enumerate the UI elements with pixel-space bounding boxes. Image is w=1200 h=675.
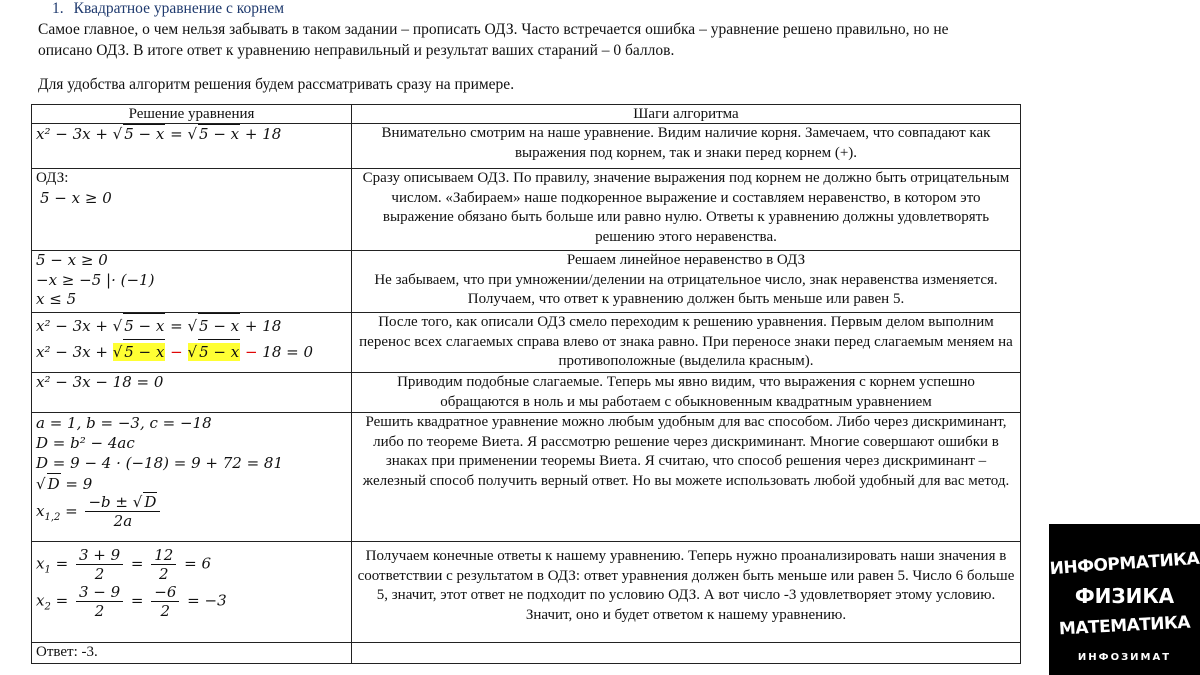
table-row: [32, 643, 1021, 664]
root-x1: $x_1$ = $\frac{3 + 9}{2}$ = $\frac{12}{2}$ = 6: [36, 546, 212, 583]
table-row: [32, 373, 1021, 413]
step-text: Внимательно смотрим на наше уравнение. Видим наличие корня. Замечаем, что совпадают как выражения под корнем, так и знаки перед корнем (+).: [352, 124, 1021, 169]
infizmat-logo: [1049, 524, 1200, 675]
discriminant-value: D = 9 − 4 · (−18) = 9 + 72 = 81: [36, 454, 284, 472]
logo-line-informatika: ИНФОРМАТИКА: [1049, 548, 1200, 580]
table-row: [32, 313, 1021, 373]
solution-table: [31, 104, 1021, 664]
roots-formula: $x_{1,2}$ = $\frac{-b \pm √ D}{2a}$: [36, 494, 347, 530]
logo-line-matematika: МАТЕМАТИКА: [1058, 612, 1191, 640]
table-row: [32, 413, 1021, 542]
discriminant-root: √ D = 9: [36, 475, 93, 493]
discriminant-formula: D = b² − 4ac: [36, 434, 135, 452]
logo-line-infizmat: ИНФОЗИМАТ: [1077, 652, 1172, 663]
step-text: После того, как описали ОДЗ смело переходим к решению уравнения. Первым делом выполним перенос всех слагаемых справа влево от знака равно. При переносе знаки перед слагаемым меняем на противоположные (выделила красным).: [352, 313, 1021, 373]
math-cell: [32, 373, 352, 413]
section-number: 1.: [52, 0, 64, 17]
equation: x² − 3x + √ 5 − x = √ 5 − x + 18: [36, 313, 347, 339]
inequality-step: 5 − x ≥ 0: [36, 251, 108, 269]
section-heading: [52, 0, 284, 18]
table-row: [32, 169, 1021, 251]
section-title: Квадратное уравнение с корнем: [73, 0, 285, 17]
inequality-step: −x ≥ −5 |· (−1): [36, 270, 155, 289]
math-cell: [32, 251, 352, 313]
math-cell: [32, 413, 352, 542]
step-text: Получаем конечные ответы к нашему уравнению. Теперь нужно проанализировать наши значения в соответствии с результатом в ОДЗ: ответ уравнения должен быть меньше или равен 5. Число 6 больше 5, значит, этот ответ не подходит по условию ОДЗ. А вот число -3 удовлетворяет этому условию. Значит, оно и будет ответом к нашему уравнению.: [352, 542, 1021, 643]
header-steps: Шаги алгоритма: [352, 105, 1021, 124]
step-title: Решаем линейное неравенство в ОДЗ: [566, 252, 806, 268]
step-text: Приводим подобные слагаемые. Теперь мы явно видим, что выражения с корнем успешно обращаются в ноль и мы работаем с обыкновенным квадратным уравнением: [352, 373, 1021, 413]
empty-cell: [352, 643, 1021, 664]
table-row: [32, 251, 1021, 313]
root-x2: $x_2$ = $\frac{3 - 9}{2}$ = $\frac{-6}{2}$ = −3: [36, 583, 227, 620]
step-text: Сразу описываем ОДЗ. По правилу, значение выражения под корнем не должно быть отрицательным числом. «Забираем» наше подкоренное выражение и составляем неравенство, в котором это выражение обязано быть больше или равно нулю. Ответы к уравнению должны удовлетворять решению этого неравенства.: [352, 169, 1021, 251]
equation: x² − 3x + √ 5 − x = √ 5 − x + 18: [36, 125, 282, 143]
quadratic-equation: x² − 3x − 18 = 0: [36, 373, 164, 391]
odz-inequality: 5 − x ≥ 0: [40, 188, 112, 207]
intro-paragraph: Самое главное, о чем нельзя забывать в таком задании – прописать ОДЗ. Часто встречается ошибка – уравнение решено правильно, но не описано ОДЗ. В итоге ответ к уравнению неправильный и результат ваших стараний – 0 баллов.: [38, 21, 949, 59]
math-cell: [32, 542, 352, 643]
intro-paragraph-2: Для удобства алгоритм решения будем рассматривать сразу на примере.: [38, 76, 515, 93]
logo-line-fizika: ФИЗИКА: [1074, 584, 1175, 608]
math-cell: [32, 169, 352, 251]
table-row: [32, 124, 1021, 169]
answer-cell: Ответ: -3.: [32, 643, 352, 664]
step-cell: [352, 251, 1021, 313]
equation-transposed: x² − 3x + √ 5 − x − √ 5 − x − 18 = 0: [36, 339, 347, 365]
math-cell: [32, 313, 352, 373]
table-row: [32, 542, 1021, 643]
header-solution: Решение уравнения: [32, 105, 352, 124]
math-cell: [32, 124, 352, 169]
odz-label: ОДЗ:: [36, 170, 69, 186]
table-header-row: [32, 105, 1021, 124]
coefficients: a = 1, b = −3, c = −18: [36, 414, 212, 432]
step-text: Не забываем, что при умножении/делении на отрицательное число, знак неравенства изменяется. Получаем, что ответ к уравнению должен быть меньше или равен 5.: [374, 271, 998, 307]
inequality-step: x ≤ 5: [36, 290, 77, 308]
step-text: Решить квадратное уравнение можно любым удобным для вас способом. Либо через дискриминант, либо по теореме Виета. Я рассмотрю решение через дискриминант. Многие совершают ошибки в знаках при применении теоремы Виета. Я считаю, что способ решения через дискриминант – железный способ получить верный ответ. Но вы можете использовать любой удобный для вас метод.: [352, 413, 1021, 542]
